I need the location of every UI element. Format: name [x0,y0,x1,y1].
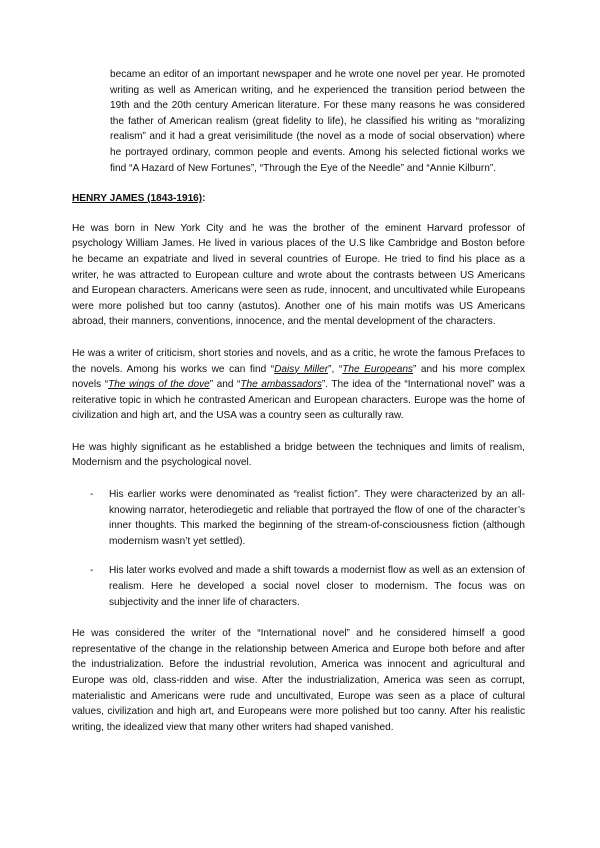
list-item [90,563,525,610]
works-text-2: ”, “ [328,363,343,375]
international-novel-paragraph: He was considered the writer of the “International novel” and he considered himself a good representative of the change in the relationship between America and Europe both before and after the industrialization. Before the industrial revolution, America was innocent and agricultural and Europe was old, class-ridden and wise. After the industrialization, America was seen as corrupt, materialistic and Americans were rude and uncultivated, Europe was seen as a place of cultural values, civilization and high art, and Europeans were more polished but too canny. After his realistic writing, the idealized view that many other writers had shaped vanished. [72,628,525,733]
bullet-dash: - [90,565,94,577]
section-heading-name: HENRY JAMES (1843-1916) [72,193,203,205]
significance-paragraph: He was highly significant as he established a bridge between the techniques and limits of realism, Modernism and the psychological novel. [72,441,525,469]
biography-paragraph: He was born in New York City and he was the brother of the eminent Harvard professor of psychology William James. He lived in various places of the U.S like Cambridge and Boston before he became an expatriate and lived in several countries of Europe. He tried to find his place as a writer, he was attracted to European culture and wrote about the contrasts between US Americans and European characters. Americans were seen as rude, innocent, and uncultivated while Europeans were more polished but too canny (astutos). Another one of his main motifs was US Americans abroad, their manners, conventions, innocence, and the mental development of the characters. [72,222,525,328]
work-title-wings-of-the-dove: The wings of the dove [108,379,210,391]
works-text-3: ” and his more complex novels “ [72,363,525,391]
bullet-dash: - [90,489,94,501]
works-paragraph [72,346,525,424]
work-title-the-europeans: The Europeans [342,363,413,375]
works-bullet-list [72,487,525,610]
works-text-4: ” and “ [209,379,241,391]
section-heading-colon: : [202,193,206,205]
works-text-1: He was a writer of criticism, short stories and novels, and as a critic, he wrote the famous Prefaces to the novels. Among his works we can find “ [72,347,525,375]
intro-paragraph: became an editor of an important newspaper and he wrote one novel per year. He promoted writing as well as American writing, and he experienced the transition period between the 19th and the 20th century American literature. For these many reasons he was considered the father of American realism (great fidelity to life), he classified his writing as “moralizing realism” and it had a great verisimilitude (the novel as a mode of social observation) where he portrayed ordinary, common people and events. Among his selected fictional works we find “A Hazard of New Fortunes”, “Through the Eye of the Needle” and “Annie Kilburn”. [110,69,525,174]
list-item-text: His earlier works were denominated as “realist fiction”. They were characterized by an all-knowing narrator, heterodiegetic and reliable that portrayed the flow of one of the character’s inner thoughts. This marked the beginning of the stream-of-consciousness fiction (although modernism wasn’t yet settled). [109,489,525,547]
work-title-the-ambassadors: The ambassadors [240,379,322,391]
list-item-text: His later works evolved and made a shift towards a modernist flow as well as an extension of realism. Here he developed a social novel closer to modernism. The focus was on subjectivity and the inner life of characters. [109,565,525,608]
works-text-5: ”. The idea of the “International novel” was a reiterative topic in which he contrasted American and European characters. Europe was the home of civilization and high art, and the USA was a country seen as culturally raw. [72,379,525,422]
section-heading [72,191,525,207]
list-item [90,487,525,549]
work-title-daisy-miller: Daisy Miller [274,363,329,375]
